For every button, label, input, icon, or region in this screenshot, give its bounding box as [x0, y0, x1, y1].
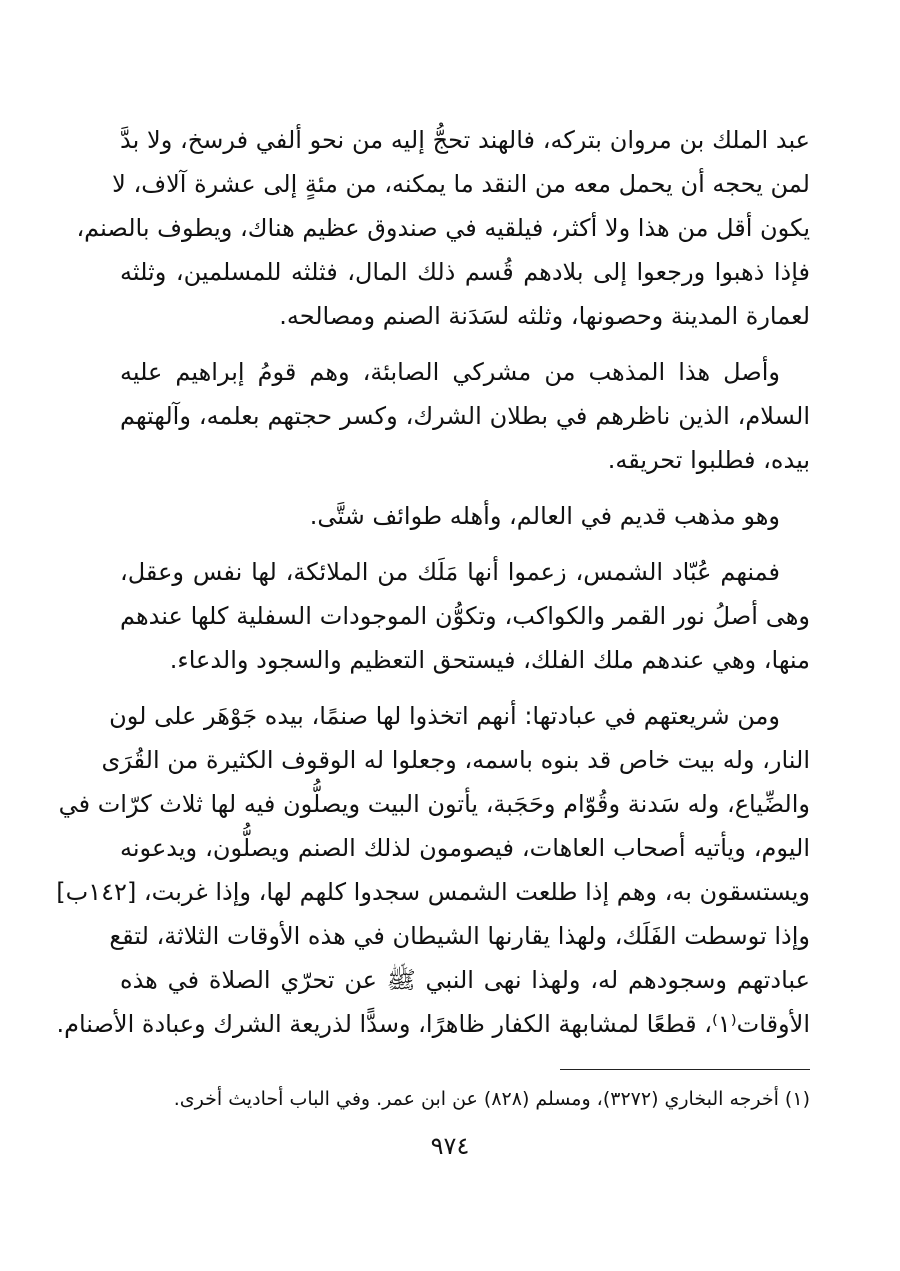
paragraph-5-line-8: الأوقات⁽١⁾، قطعًا لمشابهة الكفار ظاهرًا، وسدًّا لذريعة الشرك وعبادة الأصنام. — [56, 1010, 810, 1038]
paragraph-5-line-3: والضِّياع، وله سَدنة وقُوّام وحَجَبة، يأتون البيت ويصلُّون فيه لها ثلاث كرّات في — [58, 790, 810, 818]
paragraph-4-line-1: فمنهم عُبّاد الشمس، زعموا أنها مَلَك من الملائكة، لها نفس وعقل، — [120, 558, 780, 586]
footnote-separator — [560, 1069, 810, 1070]
paragraph-5-line-4: اليوم، ويأتيه أصحاب العاهات، فيصومون لذلك الصنم ويصلُّون، ويدعونه — [120, 834, 810, 862]
paragraph-2-line-1: وأصل هذا المذهب من مشركي الصابئة، وهم قومُ إبراهيم عليه — [120, 358, 780, 386]
paragraph-2-line-2: السلام، الذين ناظرهم في بطلان الشرك، وكسر حجتهم بعلمه، وآلهتهم — [120, 402, 810, 430]
page-number: ٩٧٤ — [430, 1132, 470, 1160]
paragraph-1-line-4: فإذا ذهبوا ورجعوا إلى بلادهم قُسم ذلك المال، فثلثه للمسلمين، وثلثه — [120, 258, 810, 286]
paragraph-3-line-1: وهو مذهب قديم في العالم، وأهله طوائف شتَّى. — [309, 502, 780, 530]
paragraph-4-line-2: وهى أصلُ نور القمر والكواكب، وتكوُّن الموجودات السفلية كلها عندهم — [120, 602, 810, 630]
footnote: (١) أخرجه البخاري (٣٢٧٢)، ومسلم (٨٢٨) عن ابن عمر. وفي الباب أحاديث أخرى. — [173, 1088, 810, 1110]
main-text — [56, 120, 810, 1060]
paragraph-5-line-1: ومن شريعتهم في عبادتها: أنهم اتخذوا لها صنمًا، بيده جَوْهَر على لون — [109, 702, 780, 730]
paragraph-5-line-7: عبادتهم وسجودهم له، ولهذا نهى النبي ﷺ عن تحرّي الصلاة في هذه — [120, 966, 810, 994]
paragraph-1-line-5: لعمارة المدينة وحصونها، وثلثه لسَدَنة الصنم ومصالحه. — [279, 302, 810, 330]
paragraph-1-line-3: يكون أقل من هذا ولا أكثر، فيلقيه في صندوق عظيم هناك، ويطوف بالصنم، — [76, 214, 810, 242]
paragraph-5-line-2: النار، وله بيت خاص قد بنوه باسمه، وجعلوا له الوقوف الكثيرة من القُرَى — [101, 746, 810, 774]
paragraph-1-line-2: لمن يحجه أن يحمل معه من النقد ما يمكنه، من مئةٍ إلى عشرة آلاف، لا — [112, 170, 810, 198]
paragraph-4-line-3: منها، وهي عندهم ملك الفلك، فيستحق التعظيم والسجود والدعاء. — [169, 646, 810, 674]
paragraph-1-line-1: عبد الملك بن مروان بتركه، فالهند تحجُّ إليه من نحو ألفي فرسخ، ولا بدَّ — [120, 126, 810, 154]
paragraph-5-line-6: وإذا توسطت الفَلَك، ولهذا يقارنها الشيطان في هذه الأوقات الثلاثة، لتقع — [109, 922, 810, 950]
paragraph-2-line-3: بيده، فطلبوا تحريقه. — [607, 446, 810, 474]
paragraph-5-line-5: ويستسقون به، وهم إذا طلعت الشمس سجدوا كلهم لها، وإذا غربت، [١٤٢ب] — [56, 878, 810, 906]
